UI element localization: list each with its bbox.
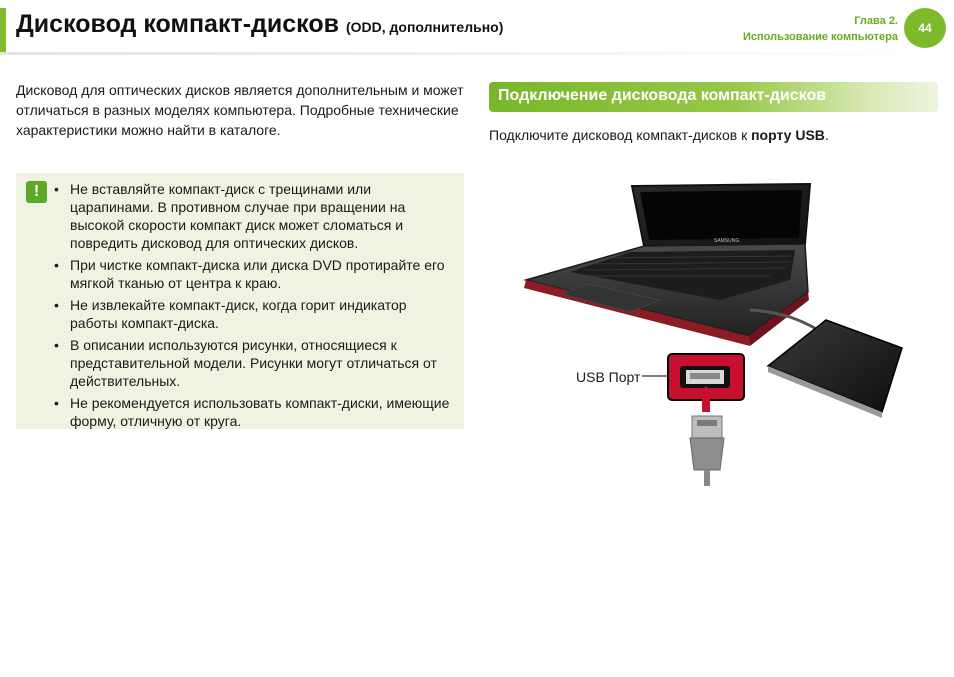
laptop-screen <box>632 184 810 246</box>
page-number-badge <box>904 8 946 48</box>
laptop-brand: SAMSUNG <box>714 238 740 244</box>
connect-usb-port: порту USB <box>751 127 825 143</box>
caution-list <box>54 180 454 434</box>
caution-item: • В описании используются рисунки, относящиеся к представительной модели. Рисунки могут отличаться от действительных. <box>54 336 454 390</box>
connect-end: . <box>824 127 829 143</box>
page-title-main: Дисковод компакт-дисков <box>16 10 339 38</box>
caution-item: • При чистке компакт-диска или диска DVD протирайте его мягкой тканью от центра к краю. <box>54 256 454 292</box>
odd-connection-illustration <box>510 180 910 490</box>
warning-icon: ! <box>26 181 47 203</box>
caution-item: • Не вставляйте компакт-диск с трещинами или царапинами. В противном случае при вращении на высокой скорости компакт диск может сломаться и повредить дисковод для оптических дисков. <box>54 180 454 252</box>
chapter-number: Глава 2. <box>854 15 898 27</box>
page-number: 44 <box>918 21 932 35</box>
page-title <box>16 10 503 39</box>
connect-text: Подключите дисковод компакт-дисков к <box>489 127 752 143</box>
connect-instruction <box>489 127 829 143</box>
page-title-suffix: (ODD, дополнительно) <box>345 19 504 35</box>
usb-plug <box>690 416 724 486</box>
section-title: Подключение дисковода компакт-дисков <box>498 87 827 104</box>
usb-port-label: USB Порт <box>576 369 641 385</box>
laptop-base <box>524 244 809 346</box>
caution-item: • Не рекомендуется использовать компакт-диски, имеющие форму, отличную от круга. <box>54 394 454 430</box>
chapter-info <box>743 13 898 45</box>
header-divider <box>0 52 954 55</box>
intro-paragraph: Дисковод для оптических дисков является дополнительным и может отличаться в разных моделях компьютера. Подробные технические характеристики можно найти в каталоге. <box>16 82 464 138</box>
title-accent-bar <box>0 8 6 54</box>
external-optical-drive <box>768 320 902 418</box>
caution-item: • Не извлекайте компакт-диск, когда горит индикатор работы компакт-диска. <box>54 296 454 332</box>
chapter-title: Использование компьютера <box>742 31 898 43</box>
